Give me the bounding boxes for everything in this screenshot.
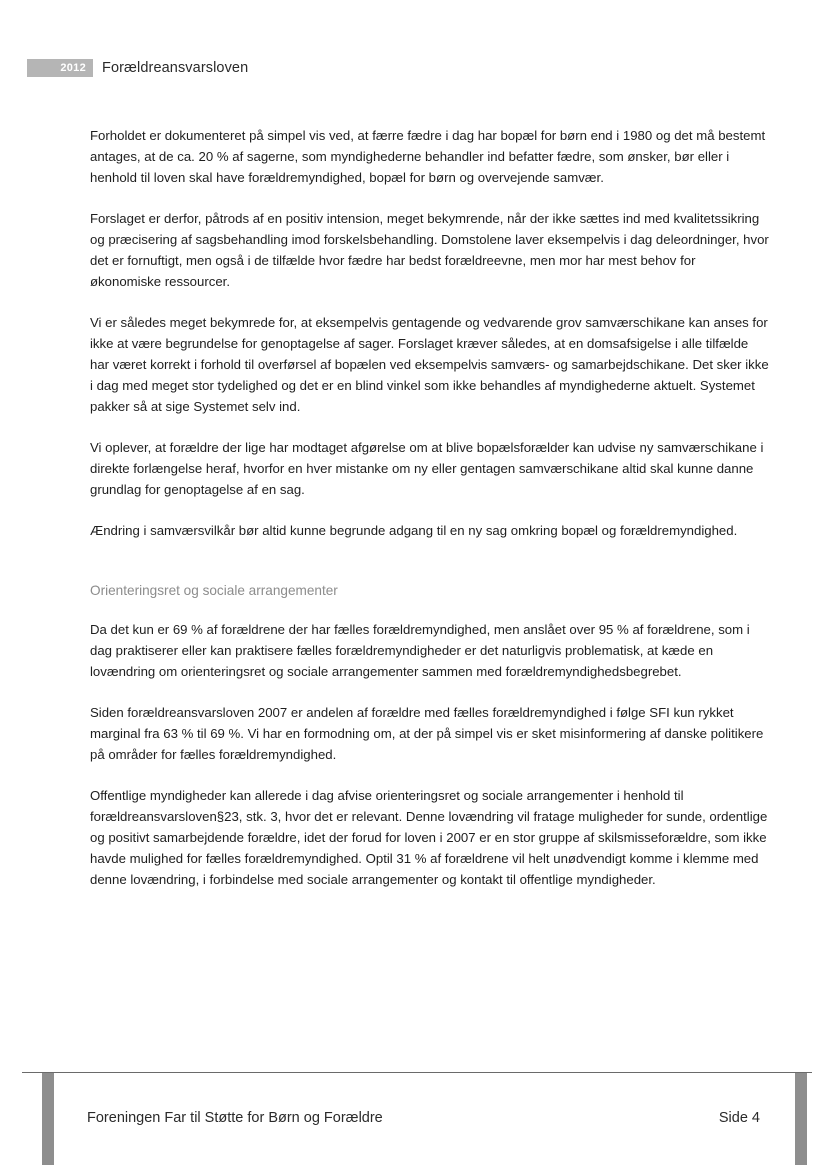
footer-organization: Foreningen Far til Støtte for Børn og Forældre — [87, 1110, 383, 1126]
page-header — [27, 57, 248, 79]
footer-left-bar — [42, 1073, 54, 1165]
paragraph: Forholdet er dokumenteret på simpel vis ved, at færre fædre i dag har bopæl for børn end i 1980 og det må bestemt antages, at de ca. 20 % af sagerne, som myndighederne behandler ind befatter fædre, som ønsker, bør eller i henhold til loven skal have forældremyndighed, bopæl for børn og overvejende samvær. — [90, 128, 766, 185]
footer-divider — [22, 1072, 812, 1073]
paragraph: Da det kun er 69 % af forældrene der har fælles forældremyndighed, men anslået over 95 % af forældrene, som i dag praktiserer eller kan praktisere fælles forældremyndigheder er det naturligvis problematisk, at kæde en lovændring om orienteringsret og sociale arrangementer sammen med forældremyndighedsbegrebet. — [90, 622, 750, 679]
page-number: Side 4 — [718, 1110, 760, 1126]
paragraph: Offentlige myndigheder kan allerede i dag afvise orienteringsret og sociale arrangementer i henhold til forældreansvarsloven§23, stk. 3, hvor det er relevant. Denne lovændring vil fratage muligheder for sunde, ordentlige og positivt samarbejdende forældre, idet der forud for loven i 2007 er en stor gruppe af skilsmisseforældre, som ikke havde mulighed for fælles forældremyndighed. Optil 31 % af forældrene vil helt unødvendigt komme i klemme med denne lovændring, i forbindelse med sociale arrangementer og kontakt til offentlige myndigheder. — [90, 788, 768, 887]
body-content — [90, 125, 770, 910]
paragraph: Vi oplever, at forældre der lige har modtaget afgørelse om at blive bopælsforælder kan udvise ny samværschikane i direkte forlængelse heraf, hvorfor en hver mistanke om ny eller gentagen samværschikane altid skal kunne danne grundlag for genoptagelse af en sag. — [90, 440, 764, 497]
document-title: Forældreansvarsloven — [102, 60, 249, 76]
paragraph: Ændring i samværsvilkår bør altid kunne begrunde adgang til en ny sag omkring bopæl og forældremyndighed. — [90, 523, 738, 538]
paragraph: Vi er således meget bekymrede for, at eksempelvis gentagende og vedvarende grov samværschikane kan anses for ikke at være begrundelse for genoptagelse af sager. Forslaget kræver således, at en domsafsigelse i alle tilfælde har været korrekt i forhold til overførsel af bopælen ved eksempelvis samværs- og samarbejdschikane. Det sker ikke i dag med meget stor tydelighed og det er en blind vinkel som ikke behandles af myndighederne aktuelt. Systemet pakker så at sige Systemet selv ind. — [90, 315, 769, 414]
footer-right-bar — [795, 1073, 807, 1165]
section-heading: Orienteringsret og sociale arrangementer — [90, 583, 338, 598]
paragraph: Siden forældreansvarsloven 2007 er andelen af forældre med fælles forældremyndighed i følge SFI kun rykket marginal fra 63 % til 69 %. Vi har en formodning om, at der på simpel vis er sket misinformering af danske politikere på områder for fælles forældremyndighed. — [90, 705, 764, 762]
paragraph: Forslaget er derfor, påtrods af en positiv intension, meget bekymrende, når der ikke sættes ind med kvalitetssikring og præcisering af sagsbehandling imod forskelsbehandling. Domstolene laver eksempelvis i dag deleordninger, hvor det er fornuftigt, men også i de tilfælde hvor fædre har bedst forældreevne, men mor har mest behov for økonomiske ressourcer. — [90, 211, 769, 289]
year-badge: 2012 — [27, 59, 93, 77]
